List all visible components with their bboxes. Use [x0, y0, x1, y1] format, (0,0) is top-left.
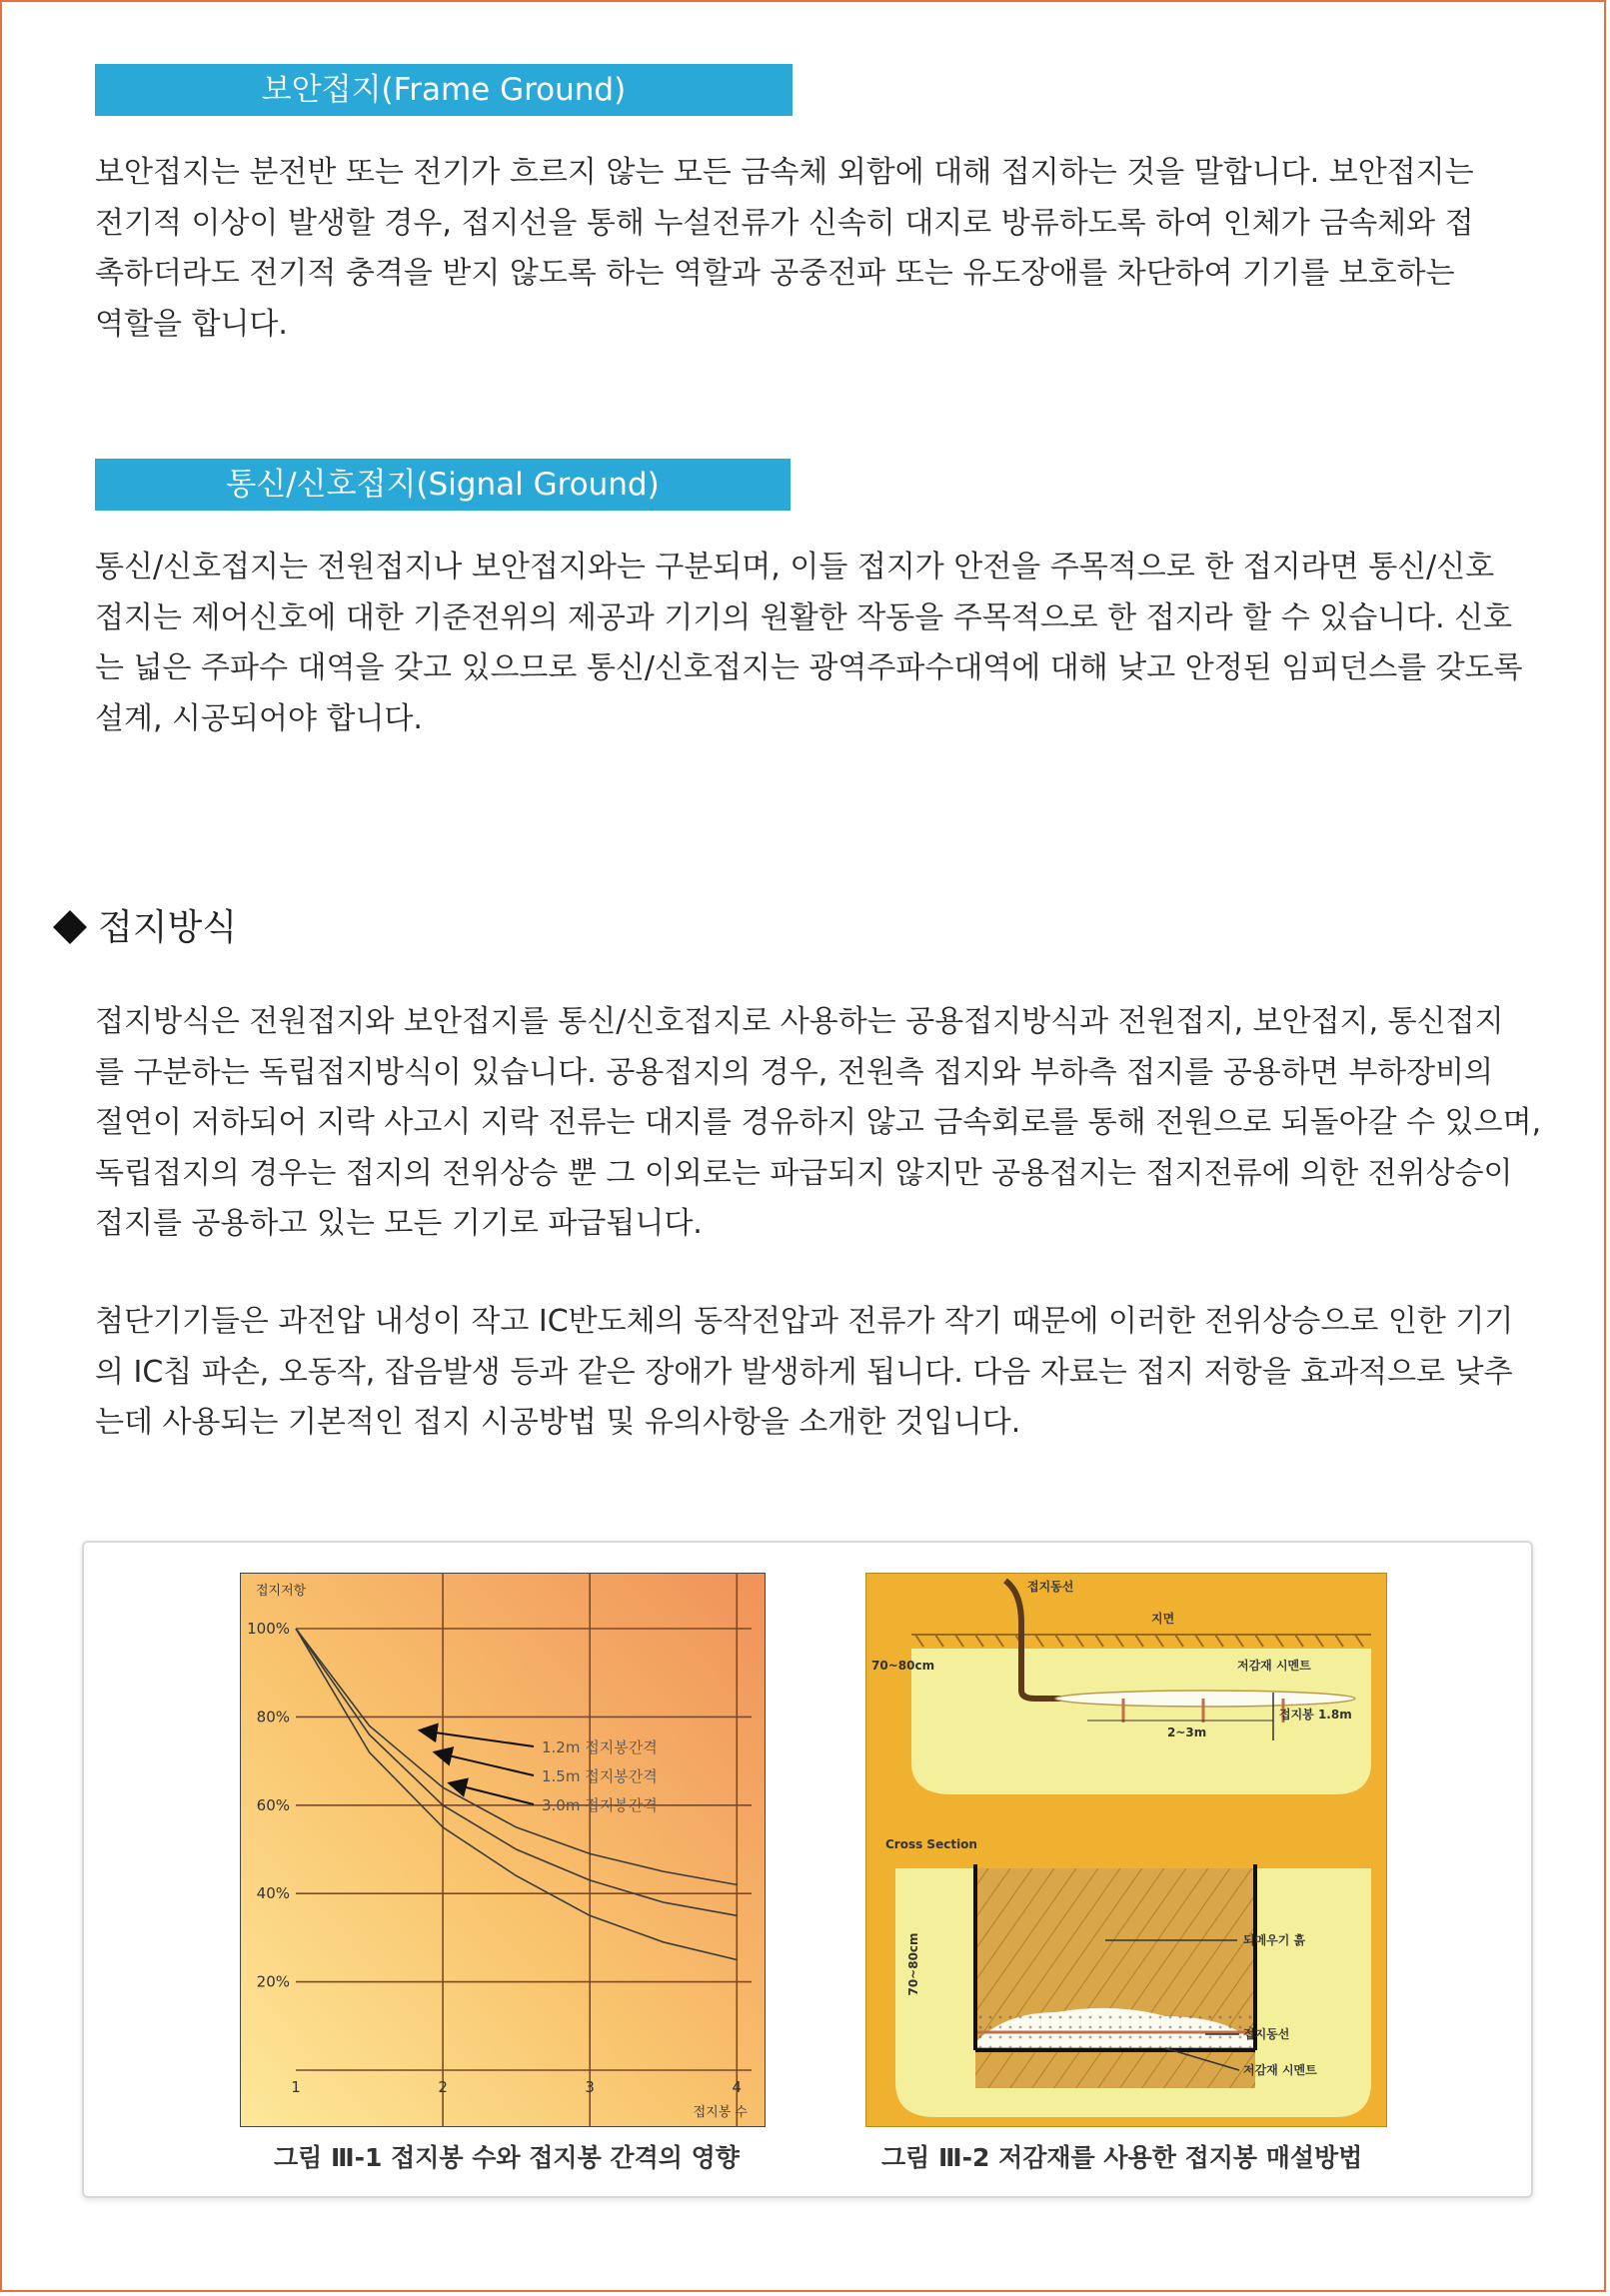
label-cement-top: 저감재 시멘트	[1237, 1659, 1311, 1673]
label-rod: 접지봉 1.8m	[1279, 1708, 1352, 1722]
text-line: 의 IC칩 파손, 오동작, 잡음발생 등과 같은 장애가 발생하게 됩니다. 다음 자료는 접지 저항을 효과적으로 낮추	[95, 1354, 1513, 1390]
text-line: 접지는 제어신호에 대한 기준전위의 제공과 기기의 원활한 작동을 주목적으로 한 접지라 할 수 있습니다. 신호	[95, 599, 1513, 635]
backfill-hatch	[975, 1868, 1255, 2088]
method-paragraph-2	[95, 1297, 1584, 1449]
signal-ground-paragraph	[95, 543, 1584, 744]
text-line: 는 넓은 주파수 대역을 갖고 있으므로 통신/신호접지는 광역주파수대역에 대해 낮고 안정된 임피던스를 갖도록	[95, 650, 1523, 685]
text-line: 접지방식은 전원접지와 보안접지를 통신/신호접지로 사용하는 공용접지방식과 전원접지, 보안접지, 통신접지	[95, 1004, 1504, 1039]
label-cement2: 저감재 시멘트	[1243, 2063, 1317, 2077]
y-tick-label: 40%	[256, 1884, 290, 1903]
label-ground: 지면	[1151, 1612, 1175, 1626]
label-depth-side: 70~80cm	[906, 1932, 920, 1996]
y-tick-label: 80%	[256, 1708, 290, 1726]
frame-ground-paragraph	[95, 148, 1584, 350]
label-cross-section: Cross Section	[885, 1837, 977, 1851]
chart-background	[240, 1573, 766, 2127]
legend-label: 1.5m 접지봉간격	[542, 1767, 658, 1785]
method-paragraph-1	[95, 997, 1584, 1250]
legend-label: 1.2m 접지봉간격	[542, 1738, 658, 1756]
text-line: 독립접지의 경우는 접지의 전위상승 뿐 그 이외로는 파급되지 않지만 공용접지는 접지전류에 의한 전위상승이	[95, 1155, 1513, 1191]
text-line: 를 구분하는 독립접지방식이 있습니다. 공용접지의 경우, 전원측 접지와 부하측 접지를 공용하면 부하장비의	[95, 1054, 1494, 1090]
text-line: 설계, 시공되어야 합니다.	[95, 700, 423, 736]
text-line: 접지를 공용하고 있는 모든 기기로 파급됩니다.	[95, 1206, 703, 1241]
y-tick-label: 100%	[247, 1620, 290, 1638]
label-backfill: 되메우기 흙	[1243, 1933, 1306, 1947]
text-line: 촉하더라도 전기적 충격을 받지 않도록 하는 역할과 공중전파 또는 유도장애를 차단하여 기기를 보호하는	[95, 256, 1455, 291]
y-axis-label: 접지저항	[256, 1584, 307, 1599]
cement-dots	[975, 2012, 1255, 2048]
text-line: 전기적 이상이 발생할 경우, 접지선을 통해 누설전류가 신속히 대지로 방류하도록 하여 인체가 금속체와 접	[95, 205, 1474, 241]
x-tick-label: 2	[438, 2078, 448, 2096]
heading-text: 접지방식	[98, 907, 238, 948]
diamond-bullet-icon	[53, 910, 87, 944]
grounding-rod-diagram	[865, 1573, 1387, 2127]
legend-label: 3.0m 접지봉간격	[542, 1796, 658, 1814]
label-wire2: 접지동선	[1243, 2027, 1290, 2041]
figure-box	[82, 1541, 1533, 2198]
x-tick-label: 3	[585, 2078, 595, 2096]
cement-slab	[1055, 1691, 1355, 1707]
x-tick-label: 1	[291, 2078, 301, 2096]
x-axis-label: 접지봉 수	[693, 2105, 748, 2120]
y-tick-label: 20%	[256, 1972, 290, 1991]
text-line: 는데 사용되는 기본적인 접지 시공방법 및 유의사항을 소개한 것입니다.	[95, 1405, 1021, 1440]
text-line: 통신/신호접지는 전원접지나 보안접지와는 구분되며, 이들 접지가 안전을 주목적으로 한 접지라면 통신/신호	[95, 550, 1495, 584]
text-line: 첨단기기들은 과전압 내성이 작고 IC반도체의 동작전압과 전류가 작기 때문에 이러한 전위상승으로 인한 기기	[95, 1304, 1514, 1339]
text-line: 역할을 합니다.	[95, 306, 288, 342]
figure1-caption: 그림 Ⅲ-1 접지봉 수와 접지봉 간격의 영향	[274, 2143, 740, 2172]
label-wire: 접지동선	[1027, 1580, 1074, 1594]
text-line: 보안접지는 분전반 또는 전기가 흐르지 않는 모든 금속체 외함에 대해 접지하는 것을 말합니다. 보안접지는	[95, 155, 1474, 190]
label-spacing: 2~3m	[1167, 1725, 1207, 1739]
grounding-method-heading	[52, 903, 237, 953]
grounding-resistance-chart	[240, 1573, 766, 2127]
label-depth-top: 70~80cm	[871, 1659, 935, 1673]
y-tick-label: 60%	[256, 1795, 290, 1814]
section-bar-frame-ground: 보안접지(Frame Ground)	[95, 64, 793, 116]
x-tick-label: 4	[732, 2078, 743, 2096]
section-bar-signal-ground: 통신/신호접지(Signal Ground)	[95, 459, 791, 511]
text-line: 절연이 저하되어 지락 사고시 지락 전류는 대지를 경유하지 않고 금속회로를 통해 전원으로 되돌아갈 수 있으며,	[95, 1105, 1542, 1140]
figure2-caption: 그림 Ⅲ-2 저감재를 사용한 접지봉 매설방법	[881, 2143, 1363, 2172]
